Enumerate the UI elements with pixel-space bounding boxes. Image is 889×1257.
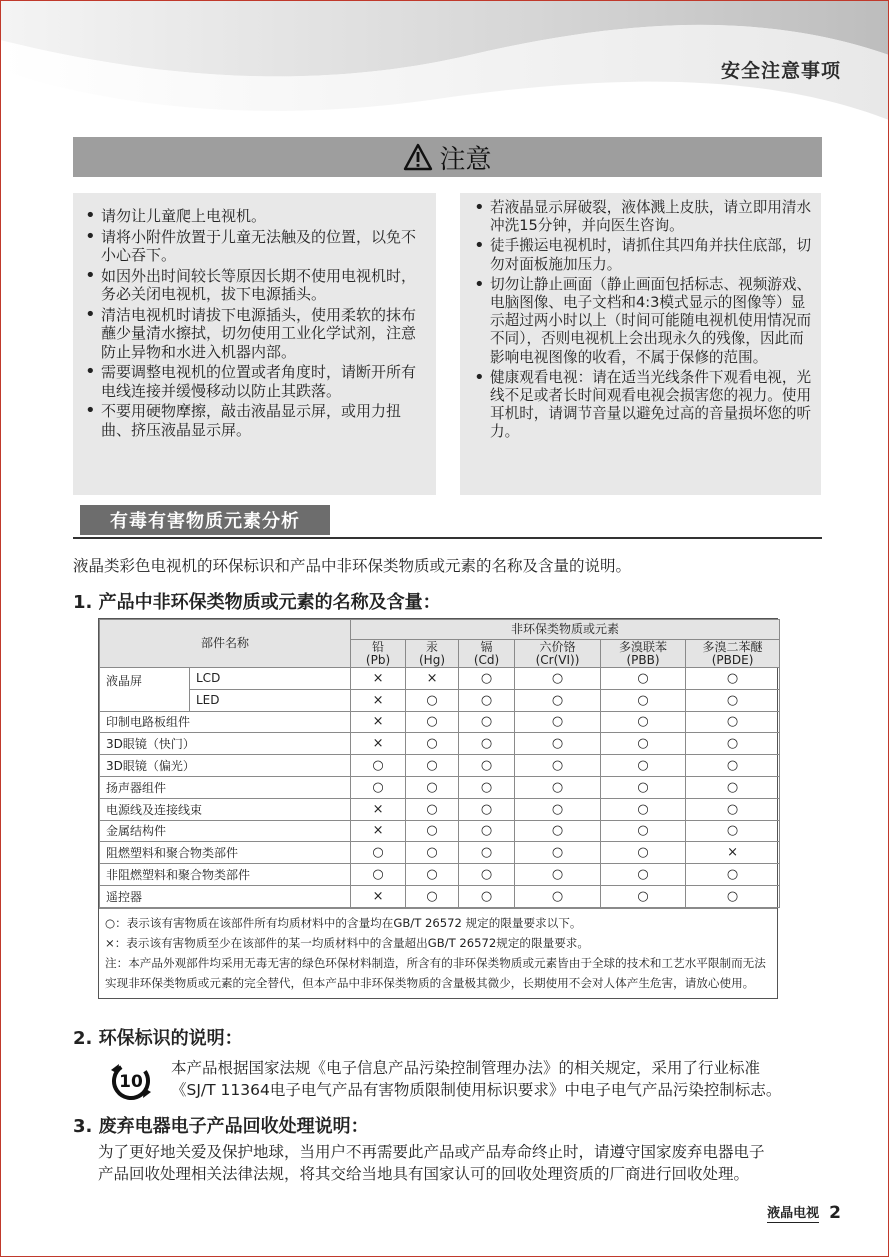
- substance-value-cell: ○: [515, 776, 601, 798]
- env-line-1: 本产品根据国家法规《电子信息产品污染控制管理办法》的相关规定，采用了行业标准: [171, 1059, 761, 1077]
- substance-value-cell: ×: [351, 668, 406, 690]
- substance-code: (PBB): [626, 652, 660, 667]
- part-name-cell: LED: [190, 689, 351, 711]
- substance-value-cell: ○: [459, 842, 515, 864]
- part-name-cell: 3D眼镜（快门）: [100, 733, 351, 755]
- substance-value-cell: ○: [459, 733, 515, 755]
- part-name-cell: 电源线及连接线束: [100, 798, 351, 820]
- notice-box-right: [460, 193, 821, 495]
- substance-value-cell: ○: [406, 689, 459, 711]
- substance-value-cell: ○: [406, 820, 459, 842]
- substance-value-cell: ○: [515, 689, 601, 711]
- substance-code: (Cd): [473, 652, 500, 667]
- heading-recycling: 3. 废弃电器电子产品回收处理说明：: [73, 1116, 369, 1137]
- table-row: [100, 689, 780, 711]
- section-intro: 液晶类彩色电视机的环保标识和产品中非环保类物质或元素的名称及含量的说明。: [73, 557, 632, 575]
- notice-item: • 若液晶显示屏破裂，液体溅上皮肤，请立即用清水冲洗15分钟，并向医生咨询。: [472, 199, 813, 235]
- notice-list-left: [83, 207, 426, 439]
- table-row: [100, 776, 780, 798]
- substance-value-cell: ○: [515, 842, 601, 864]
- notice-list-right: [472, 199, 813, 442]
- table-row: [100, 755, 780, 777]
- substance-value-cell: ○: [515, 864, 601, 886]
- substance-value-cell: ○: [601, 776, 686, 798]
- env-mark-row: [105, 1056, 825, 1106]
- substance-value-cell: ○: [515, 885, 601, 907]
- substance-code: (PBDE): [711, 652, 754, 667]
- substance-value-cell: ○: [686, 885, 780, 907]
- substance-value-cell: ×: [351, 689, 406, 711]
- substance-value-cell: ○: [686, 755, 780, 777]
- notice-item: • 切勿让静止画面（静止画面包括标志、视频游戏、电脑图像、电子文档和4:3模式显示的图像等）显示超过两小时以上（时间可能随电视机使用情况而不同），否则电视机上会出现永久的残像，因此而影响电视图像的收看，不属于保修的范围。: [472, 276, 813, 367]
- substance-value-cell: ○: [515, 798, 601, 820]
- epup-10-number: 10: [119, 1072, 143, 1092]
- notice-item: • 健康观看电视：请在适当光线条件下观看电视，光线不足或者长时间观看电视会损害您的视力。使用耳机时，请调节音量以避免过高的音量损坏您的听力。: [472, 369, 813, 442]
- substance-value-cell: ○: [406, 885, 459, 907]
- substance-name: 多溴联苯: [619, 639, 668, 654]
- substance-value-cell: ○: [601, 864, 686, 886]
- substance-column-header: [601, 640, 686, 668]
- notice-item: • 清洁电视机时请拔下电源插头，使用柔软的抹布蘸少量清水擦拭，切勿使用工业化学试剂，注意防止异物和水进入机器内部。: [83, 306, 426, 362]
- substance-column-header: [351, 640, 406, 668]
- substance-value-cell: ×: [351, 798, 406, 820]
- note-circle: ○：表示该有害物质在该部件所有均质材料中的含量均在GB/T 26572 规定的限量要求以下。: [105, 915, 582, 930]
- substance-value-cell: ○: [459, 711, 515, 733]
- notice-item: • 需要调整电视机的位置或者角度时，请断开所有电线连接并缓慢移动以防止其跌落。: [83, 363, 426, 400]
- notice-item: • 请勿让儿童爬上电视机。: [83, 207, 426, 226]
- substance-value-cell: ○: [406, 776, 459, 798]
- substance-table: [98, 618, 778, 999]
- substance-value-cell: ○: [406, 864, 459, 886]
- part-name-cell: LCD: [190, 668, 351, 690]
- heading-substances: 1. 产品中非环保类物质或元素的名称及含量：: [73, 592, 441, 613]
- notice-box-left: [73, 193, 436, 495]
- part-name-cell: 阻燃塑料和聚合物类部件: [100, 842, 351, 864]
- substance-value-cell: ○: [406, 755, 459, 777]
- substance-value-cell: ○: [459, 864, 515, 886]
- table-row: [100, 842, 780, 864]
- substance-value-cell: ○: [601, 842, 686, 864]
- table-row: [100, 885, 780, 907]
- substance-value-cell: ×: [406, 668, 459, 690]
- table-row: [100, 820, 780, 842]
- table-notes: [99, 908, 777, 998]
- substance-value-cell: ×: [351, 733, 406, 755]
- part-name-header: 部件名称: [100, 620, 351, 668]
- part-name-cell: 非阻燃塑料和聚合物类部件: [100, 864, 351, 886]
- part-name-cell: 扬声器组件: [100, 776, 351, 798]
- substance-value-cell: ○: [515, 711, 601, 733]
- notice-item: • 请将小附件放置于儿童无法触及的位置，以免不小心吞下。: [83, 228, 426, 265]
- section-divider: [73, 537, 822, 539]
- substance-value-cell: ○: [601, 798, 686, 820]
- substance-value-cell: ○: [351, 864, 406, 886]
- substance-value-cell: ○: [601, 711, 686, 733]
- substance-value-cell: ○: [515, 733, 601, 755]
- notice-item: • 不要用硬物摩擦，敲击液晶显示屏，或用力扭曲、挤压液晶显示屏。: [83, 402, 426, 439]
- substance-value-cell: ○: [686, 798, 780, 820]
- substance-code: (Cr(VI)): [535, 652, 580, 667]
- substance-value-cell: ○: [601, 689, 686, 711]
- table-row: [100, 668, 780, 690]
- substance-value-cell: ○: [686, 668, 780, 690]
- substance-column-header: [406, 640, 459, 668]
- epup-10-icon: [105, 1060, 157, 1102]
- substance-value-cell: ○: [601, 820, 686, 842]
- substance-value-cell: ○: [686, 733, 780, 755]
- table-row: [100, 733, 780, 755]
- env-mark-text: [171, 1057, 781, 1101]
- substance-value-cell: ○: [459, 798, 515, 820]
- substance-value-cell: ○: [459, 820, 515, 842]
- warning-triangle-icon: [403, 143, 433, 171]
- substance-name: 汞: [426, 639, 439, 654]
- substance-value-cell: ○: [406, 798, 459, 820]
- substance-name: 多溴二苯醚: [702, 639, 763, 654]
- substance-value-cell: ○: [406, 711, 459, 733]
- substance-column-header: [459, 640, 515, 668]
- recycling-text: [98, 1141, 828, 1185]
- substance-column-header: [515, 640, 601, 668]
- substance-value-cell: ○: [601, 755, 686, 777]
- substance-value-cell: ○: [515, 820, 601, 842]
- substance-value-cell: ×: [351, 711, 406, 733]
- page-number: 2: [829, 1202, 841, 1223]
- substance-value-cell: ○: [406, 733, 459, 755]
- table-row: [100, 798, 780, 820]
- substance-name: 铅: [372, 639, 385, 654]
- notice-title: 注意: [439, 144, 492, 175]
- substance-value-cell: ○: [601, 733, 686, 755]
- env-line-2: 《SJ/T 11364电子电气产品有害物质限制使用标识要求》中电子电气产品污染控制标志。: [171, 1081, 782, 1099]
- substance-value-cell: ×: [351, 885, 406, 907]
- substance-value-cell: ○: [686, 864, 780, 886]
- substance-value-cell: ×: [351, 820, 406, 842]
- substance-value-cell: ○: [686, 689, 780, 711]
- substance-value-cell: ○: [686, 776, 780, 798]
- substance-name: 六价铬: [539, 639, 576, 654]
- notice-item: • 徒手搬运电视机时，请抓住其四角并扶住底部，切勿对面板施加压力。: [472, 237, 813, 273]
- substance-name: 镉: [480, 639, 493, 654]
- substance-value-cell: ○: [351, 842, 406, 864]
- substance-group-header: 非环保类物质或元素: [351, 620, 780, 640]
- substance-value-cell: ○: [686, 820, 780, 842]
- note-remark: 注：本产品外观部件均采用无毒无害的绿色环保材料制造，所含有的非环保类物质或元素皆由于全球的技术和工艺水平限制而无法实现非环保类物质或元素的完全替代，但本产品中非环保类物质的含量极其微少，长期使用不会对人体产生危害，请放心使用。: [105, 955, 766, 990]
- substance-code: (Pb): [365, 652, 391, 667]
- substance-value-cell: ○: [459, 668, 515, 690]
- substance-value-cell: ○: [601, 668, 686, 690]
- substance-value-cell: ○: [351, 755, 406, 777]
- substance-value-cell: ○: [406, 842, 459, 864]
- substance-value-cell: ○: [459, 885, 515, 907]
- part-name-cell: 印制电路板组件: [100, 711, 351, 733]
- page-footer: [767, 1202, 841, 1223]
- note-cross: ×：表示该有害物质至少在该部件的某一均质材料中的含量超出GB/T 26572规定的限量要求。: [105, 935, 589, 950]
- part-name-cell: 金属结构件: [100, 820, 351, 842]
- substance-value-cell: ○: [459, 755, 515, 777]
- recycle-line-2: 产品回收处理相关法律法规，将其交给当地具有国家认可的回收处理资质的厂商进行回收处理。: [98, 1165, 750, 1183]
- substance-value-cell: ○: [459, 689, 515, 711]
- section-tag: 有毒有害物质元素分析: [80, 505, 330, 535]
- heading-env-mark: 2. 环保标识的说明：: [73, 1028, 243, 1049]
- notice-item: • 如因外出时间较长等原因长期不使用电视机时，务必关闭电视机，拔下电源插头。: [83, 267, 426, 304]
- part-name-cell: 遥控器: [100, 885, 351, 907]
- substance-value-cell: ×: [686, 842, 780, 864]
- substance-column-header: [686, 640, 780, 668]
- recycle-line-1: 为了更好地关爱及保护地球，当用户不再需要此产品或产品寿命终止时，请遵守国家废弃电器电子: [98, 1143, 765, 1161]
- page-section-title: 安全注意事项: [720, 60, 841, 82]
- lcd-group-cell: 液晶屏: [100, 668, 190, 712]
- substance-value-cell: ○: [515, 668, 601, 690]
- footer-brand: 液晶电视: [767, 1202, 819, 1223]
- substance-value-cell: ○: [601, 885, 686, 907]
- substance-value-cell: ○: [686, 711, 780, 733]
- substance-value-cell: ○: [351, 776, 406, 798]
- table-row: [100, 711, 780, 733]
- part-name-cell: 3D眼镜（偏光）: [100, 755, 351, 777]
- notice-title-bar: [73, 137, 822, 177]
- substance-value-cell: ○: [515, 755, 601, 777]
- substance-code: (Hg): [419, 652, 446, 667]
- substance-value-cell: ○: [459, 776, 515, 798]
- table-row: [100, 864, 780, 886]
